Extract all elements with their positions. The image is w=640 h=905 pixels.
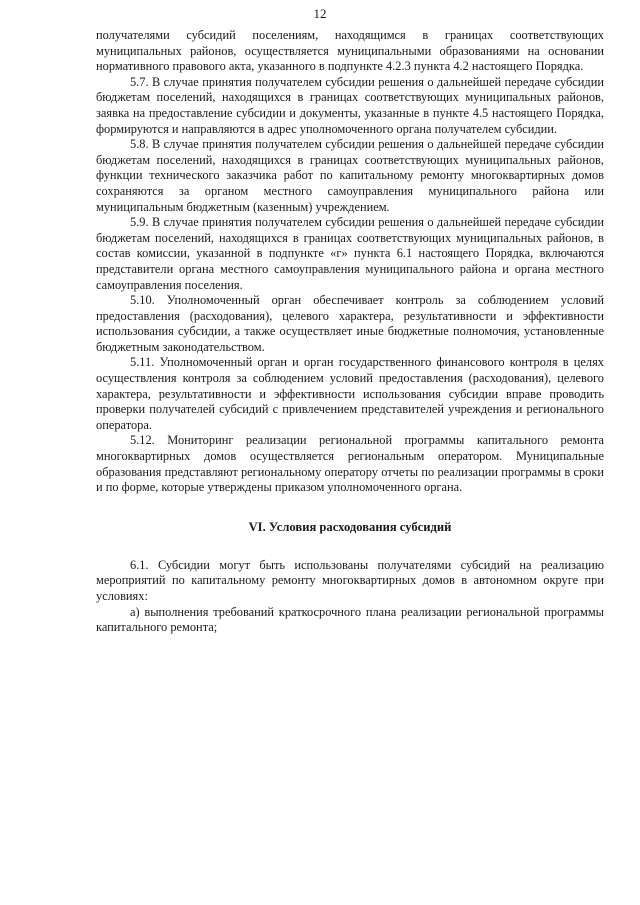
paragraph-5-11: 5.11. Уполномоченный орган и орган государственного финансового контроля в целях осуществления контроля за соблюдением условий предоставления (расходования), целевого характера, результативности и эффективности использования субсидии вправе проводить проверки получателей субсидий с привлечением представителей учреждения и регионального оператора. — [96, 355, 604, 432]
paragraph-6-1-a: а) выполнения требований краткосрочного плана реализации региональной программы капитального ремонта; — [96, 604, 604, 635]
page-number: 12 — [313, 6, 327, 21]
paragraph-5-7: 5.7. В случае принятия получателем субсидии решения о дальнейшей передаче субсидии бюджетам поселений, находящихся в границах соответствующих муниципальных районов, заявка на предоставление субсидии и документы, указанные в пункте 4.5 настоящего Порядка, формируются и направляются в адрес уполномоченного органа получателем субсидии. — [96, 74, 604, 136]
paragraph-6-1: 6.1. Субсидии могут быть использованы получателями субсидий на реализацию мероприятий по капитальному ремонту многоквартирных домов в автономном округе при условиях: — [96, 557, 604, 603]
section-heading: VI. Условия расходования субсидий — [248, 519, 452, 534]
document-body — [96, 28, 604, 636]
section-vi-body — [96, 558, 604, 636]
paragraph: получателями субсидий поселениям, находящимся в границах соответствующих муниципальных районов, осуществляется муниципальными образованиями на основании нормативного правового акта, указанного в подпункте 4.2.3 пункта 4.2 настоящего Порядка. — [96, 28, 604, 74]
paragraph-5-8: 5.8. В случае принятия получателем субсидии решения о дальнейшей передаче субсидии бюджетам поселений, находящихся в границах соответствующих муниципальных районов, функции технического заказчика работ по капитальному ремонту многоквартирных домов сохраняются за органом местного самоуправления муниципального района или муниципальным бюджетным (казенным) учреждением. — [96, 137, 604, 214]
paragraph-5-12: 5.12. Мониторинг реализации региональной программы капитального ремонта многоквартирных домов осуществляется региональным оператором. Муниципальные образования представляют региональному оператору отчеты по реализации программы в сроки и по форме, которые утверждены приказом уполномоченного органа. — [96, 433, 604, 495]
section-v-continuation — [96, 28, 604, 496]
paragraph-5-10: 5.10. Уполномоченный орган обеспечивает контроль за соблюдением условий предоставления (расходования), целевого характера, результативности и эффективности использования субсидии, а также осуществляет иные бюджетные полномочия, установленные бюджетным законодательством. — [96, 293, 604, 354]
paragraph-5-9: 5.9. В случае принятия получателем субсидии решения о дальнейшей передаче субсидии бюджетам поселений, находящихся в границах соответствующих муниципальных районов, в состав комиссии, указанной в подпункте «г» пункта 6.1 настоящего Порядка, включаются представители органа местного самоуправления муниципального района и органа местного самоуправления поселения. — [96, 215, 604, 292]
